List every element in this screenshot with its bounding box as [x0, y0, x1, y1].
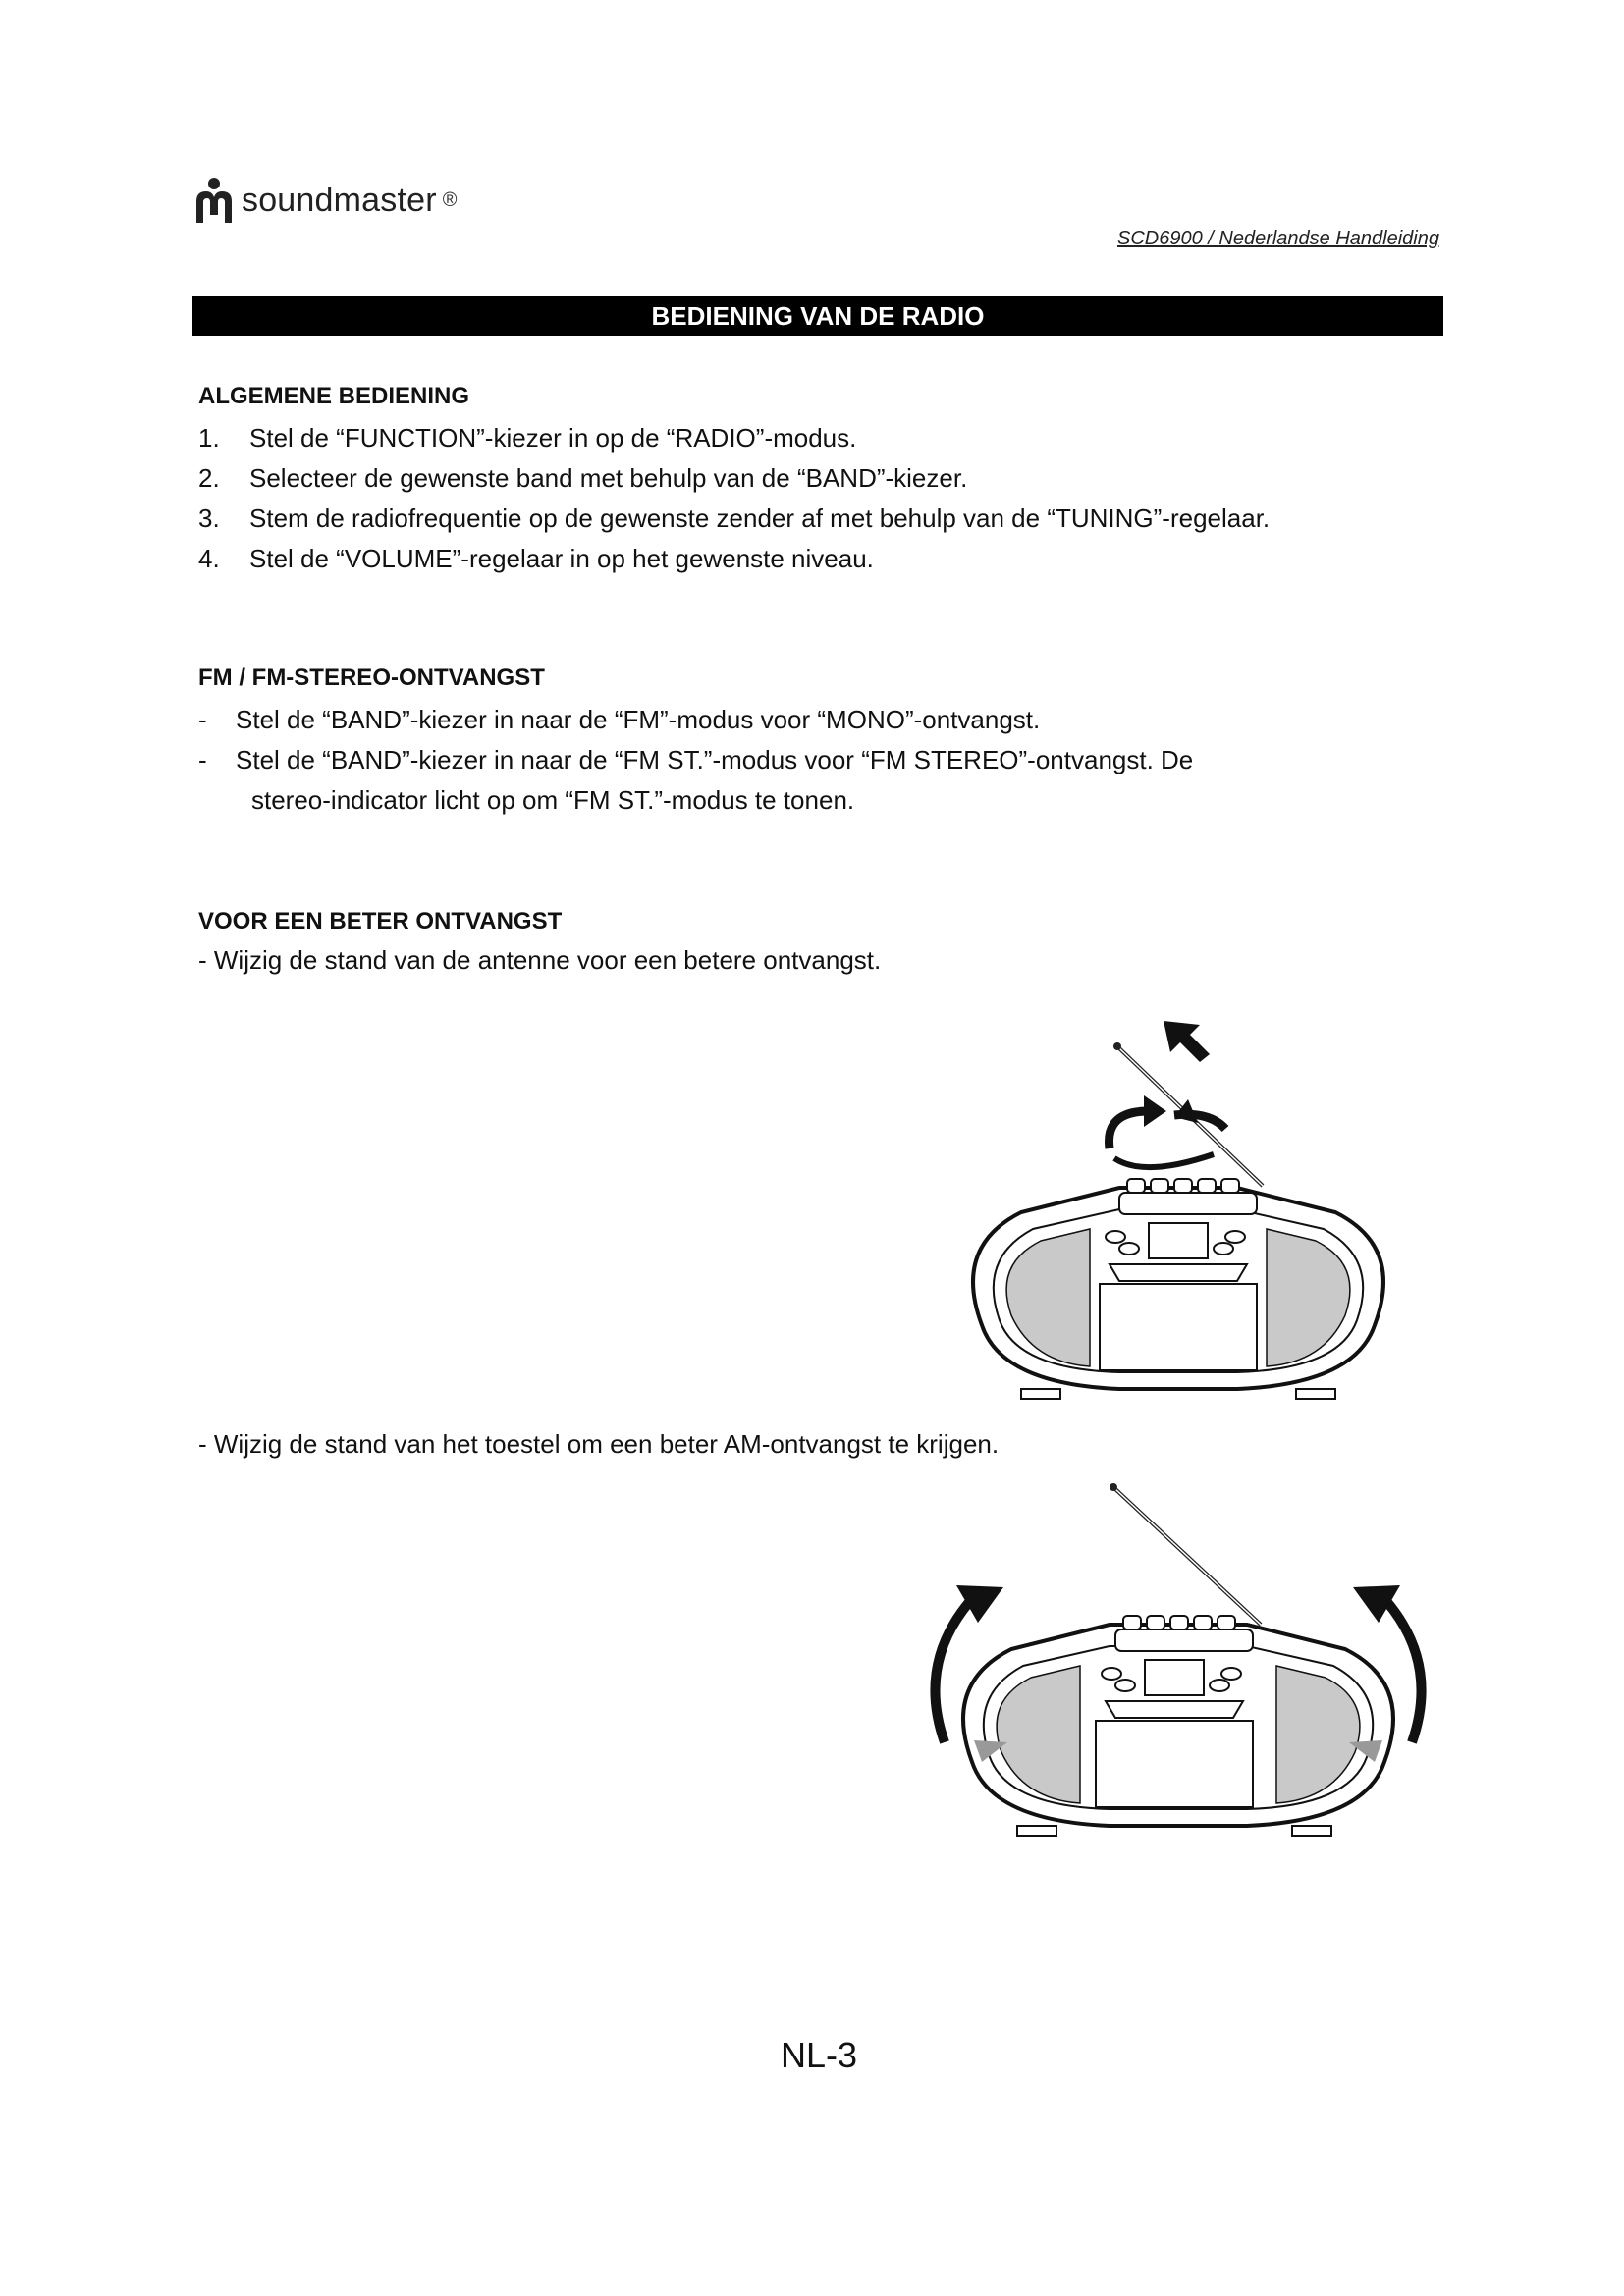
list-item: - Stel de “BAND”-kiezer in naar de “FM”-modus voor “MONO”-ontvangst.	[198, 705, 1041, 734]
reception-tip-device: - Wijzig de stand van het toestel om een beter AM-ontvangst te krijgen.	[198, 1429, 1000, 1459]
soundmaster-logo-icon	[192, 176, 236, 225]
brand-name: soundmaster	[242, 181, 437, 219]
document-reference: SCD6900 / Nederlandse Handleiding	[1117, 228, 1439, 249]
section-title: BEDIENING VAN DE RADIO	[192, 296, 1443, 336]
antenna-rotation-illustration	[943, 1001, 1414, 1423]
general-steps-list	[198, 418, 1270, 579]
boombox	[963, 1616, 1393, 1836]
registered-mark: ®	[442, 188, 458, 211]
list-item-continuation: stereo-indicator licht op om “FM ST.”-modus te tonen.	[251, 785, 855, 815]
control-buttons	[1123, 1616, 1235, 1629]
list-item: - Stel de “BAND”-kiezer in naar de “FM ST.”-modus voor “FM STEREO”-ontvangst. De	[198, 745, 1194, 774]
page-number: NL-3	[781, 2035, 858, 2075]
antenna	[1110, 1483, 1261, 1625]
direction-arrow-icon	[1164, 1021, 1210, 1062]
brand-logo	[192, 173, 458, 228]
reception-tip-antenna: - Wijzig de stand van de antenne voor een betere ontvangst.	[198, 945, 882, 975]
control-buttons	[1127, 1179, 1239, 1193]
general-heading: ALGEMENE BEDIENING	[198, 383, 470, 409]
reception-heading: VOOR EEN BETER ONTVANGST	[198, 908, 563, 934]
rotate-arrow-icon	[1110, 1111, 1150, 1148]
list-item: 2. Selecteer de gewenste band met behulp van de “BAND”-kiezer.	[198, 463, 968, 493]
list-item: 3. Stem de radiofrequentie op de gewenste zender af met behulp van de “TUNING”-regelaar.	[198, 504, 1271, 533]
device-rotation-illustration	[923, 1477, 1434, 1850]
list-item: 4. Stel de “VOLUME”-regelaar in op het gewenste niveau.	[198, 544, 874, 573]
list-item: 1. Stel de “FUNCTION”-kiezer in op de “RADIO”-modus.	[198, 423, 857, 453]
boombox	[973, 1179, 1383, 1399]
fm-list	[198, 700, 1193, 821]
fm-heading: FM / FM-STEREO-ONTVANGST	[198, 665, 545, 691]
